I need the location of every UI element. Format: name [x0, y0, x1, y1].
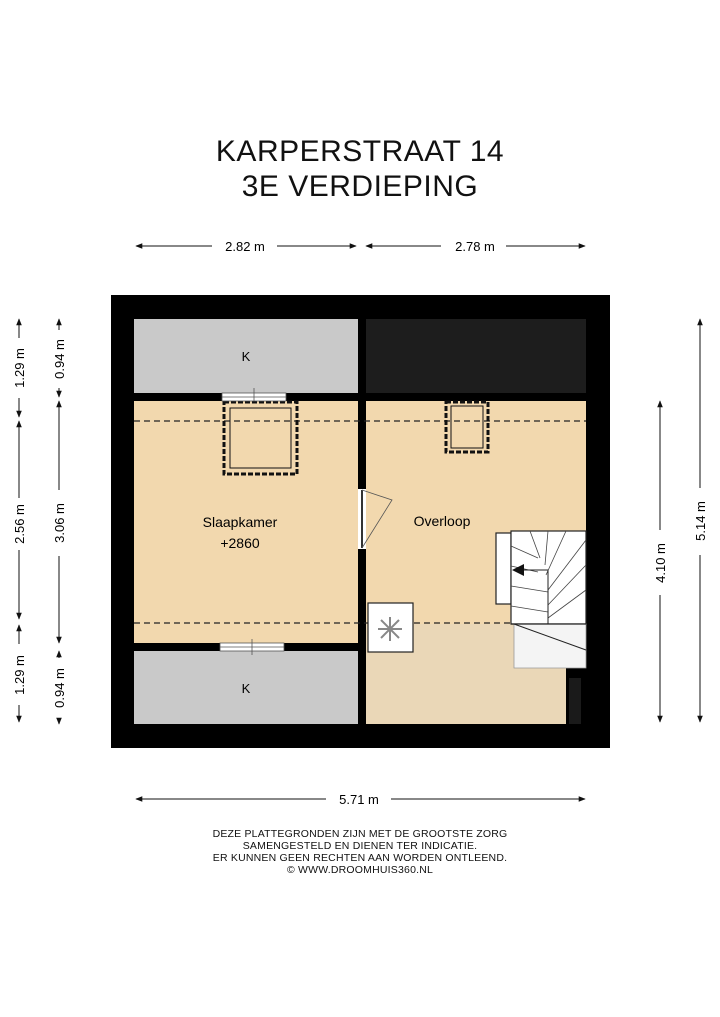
niche-inner: [569, 678, 581, 724]
cupboard: [496, 533, 511, 604]
dimension-top-right: [366, 239, 585, 254]
void-top-right: [366, 319, 586, 393]
dimension-label-top-left: 2.82 m: [225, 239, 265, 254]
dimension-label-right-outer: 5.14 m: [693, 501, 708, 541]
knee-space-label-top: K: [241, 349, 251, 364]
dimension-label-left-inner-3: 0.94 m: [52, 668, 67, 708]
disclaimer: [0, 828, 720, 876]
room-level-slaapkamer: +2860: [220, 535, 260, 551]
dimension-top-left: [136, 239, 356, 254]
dimension-label-left-inner-1: 0.94 m: [52, 339, 67, 379]
plan-title: KARPERSTRAAT 14: [215, 135, 505, 168]
dimension-label-left-outer-3: 1.29 m: [12, 655, 27, 695]
dimension-label-left-outer-2: 2.56 m: [12, 504, 27, 544]
dimension-bottom-total: [136, 792, 585, 807]
disclaimer-line: SAMENGESTELD EN DIENEN TER INDICATIE.: [242, 840, 478, 852]
dimension-label-left-outer-1: 1.29 m: [12, 348, 27, 388]
knee-space-label-bottom: K: [241, 681, 251, 696]
disclaimer-copyright: © WWW.DROOMHUIS360.NL: [286, 864, 434, 876]
dimension-label-left-inner-2: 3.06 m: [52, 503, 67, 543]
heater-unit-icon: [368, 603, 413, 652]
dimension-label-top-right: 2.78 m: [455, 239, 495, 254]
dimension-label-right-inner: 4.10 m: [653, 543, 668, 583]
room-label-overloop: Overloop: [413, 513, 471, 529]
dimension-label-bottom-total: 5.71 m: [339, 792, 379, 807]
room-label-slaapkamer: Slaapkamer: [202, 514, 278, 530]
disclaimer-line: ER KUNNEN GEEN RECHTEN AAN WORDEN ONTLEEND.: [212, 852, 508, 864]
disclaimer-line: DEZE PLATTEGRONDEN ZIJN MET DE GROOTSTE ZORG: [212, 828, 508, 840]
staircase: [511, 531, 586, 668]
plan-subtitle: 3E VERDIEPING: [241, 170, 479, 203]
